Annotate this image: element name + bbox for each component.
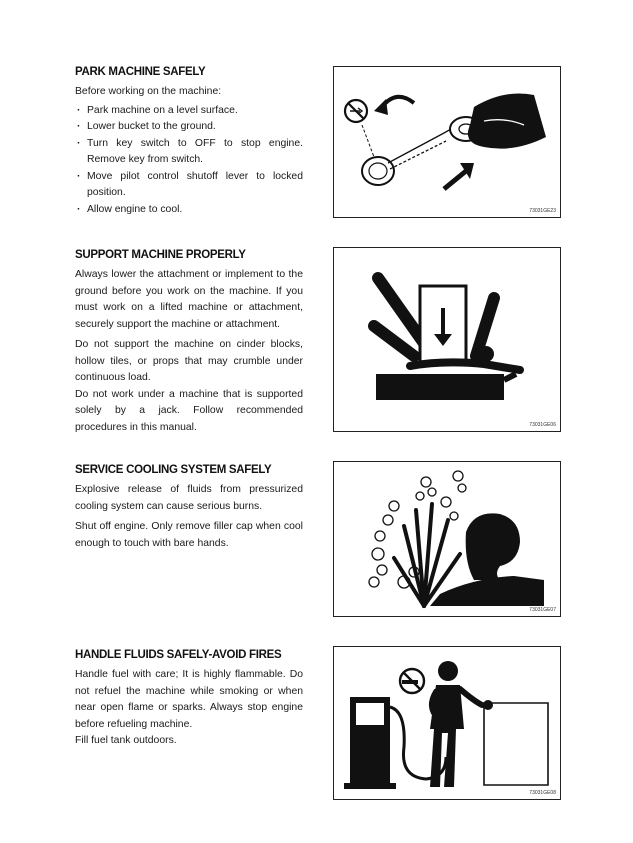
list-item: · Move pilot control shutoff lever to locked position. (75, 169, 303, 202)
key-switch-icon (334, 67, 560, 217)
park-illustration (333, 66, 561, 218)
cooling-paragraph: Explosive release of fluids from pressurized cooling system can cause serious burns. (75, 484, 303, 512)
figure-code: 73031GE23 (529, 208, 556, 214)
cooling-paragraph: Shut off engine. Only remove filler cap when cool enough to touch with bare hands. (75, 521, 303, 549)
list-item: · Lower bucket to the ground. (75, 119, 303, 136)
list-item: · Park machine on a level surface. (75, 103, 303, 120)
park-text (75, 66, 303, 218)
fluids-paragraph: Fill fuel tank outdoors. (75, 735, 177, 746)
list-item: · Allow engine to cool. (75, 202, 303, 219)
steam-burn-icon (334, 462, 560, 616)
support-illustration (333, 247, 561, 432)
fluids-illustration (333, 646, 561, 800)
support-title: SUPPORT MACHINE PROPERLY (75, 249, 246, 261)
support-paragraph: Always lower the attachment or implement to the ground before you work on the machine. If you must work on a lifted machine or attachment, securely support the machine or attachment. (75, 269, 303, 330)
fluids-text (75, 649, 303, 750)
park-bullet-list (75, 103, 303, 219)
fluids-paragraph: Handle fuel with care; It is highly flammable. Do not refuel the machine while smoking or when near open flame or sparks. Always stop engine before refueling machine. (75, 669, 303, 730)
park-intro: Before working on the machine: (75, 86, 222, 97)
crush-hazard-icon (334, 248, 560, 431)
support-paragraph: Do not support the machine on cinder blocks, hollow tiles, or props that may crumble under continuous load. (75, 339, 303, 383)
park-title: PARK MACHINE SAFELY (75, 66, 206, 78)
figure-code: 73031GE06 (529, 422, 556, 428)
fuel-fire-icon (334, 647, 560, 799)
fluids-title: HANDLE FLUIDS SAFELY-AVOID FIRES (75, 649, 282, 661)
figure-code: 73031GE07 (529, 607, 556, 613)
cooling-text (75, 464, 303, 552)
support-paragraph: Do not work under a machine that is supported solely by a jack. Follow recommended procedures in this manual. (75, 388, 303, 433)
cooling-illustration (333, 461, 561, 617)
list-item: · Turn key switch to OFF to stop engine. Remove key from switch. (75, 136, 303, 169)
cooling-title: SERVICE COOLING SYSTEM SAFELY (75, 464, 272, 476)
support-text (75, 249, 303, 436)
figure-code: 73031GE08 (529, 790, 556, 796)
